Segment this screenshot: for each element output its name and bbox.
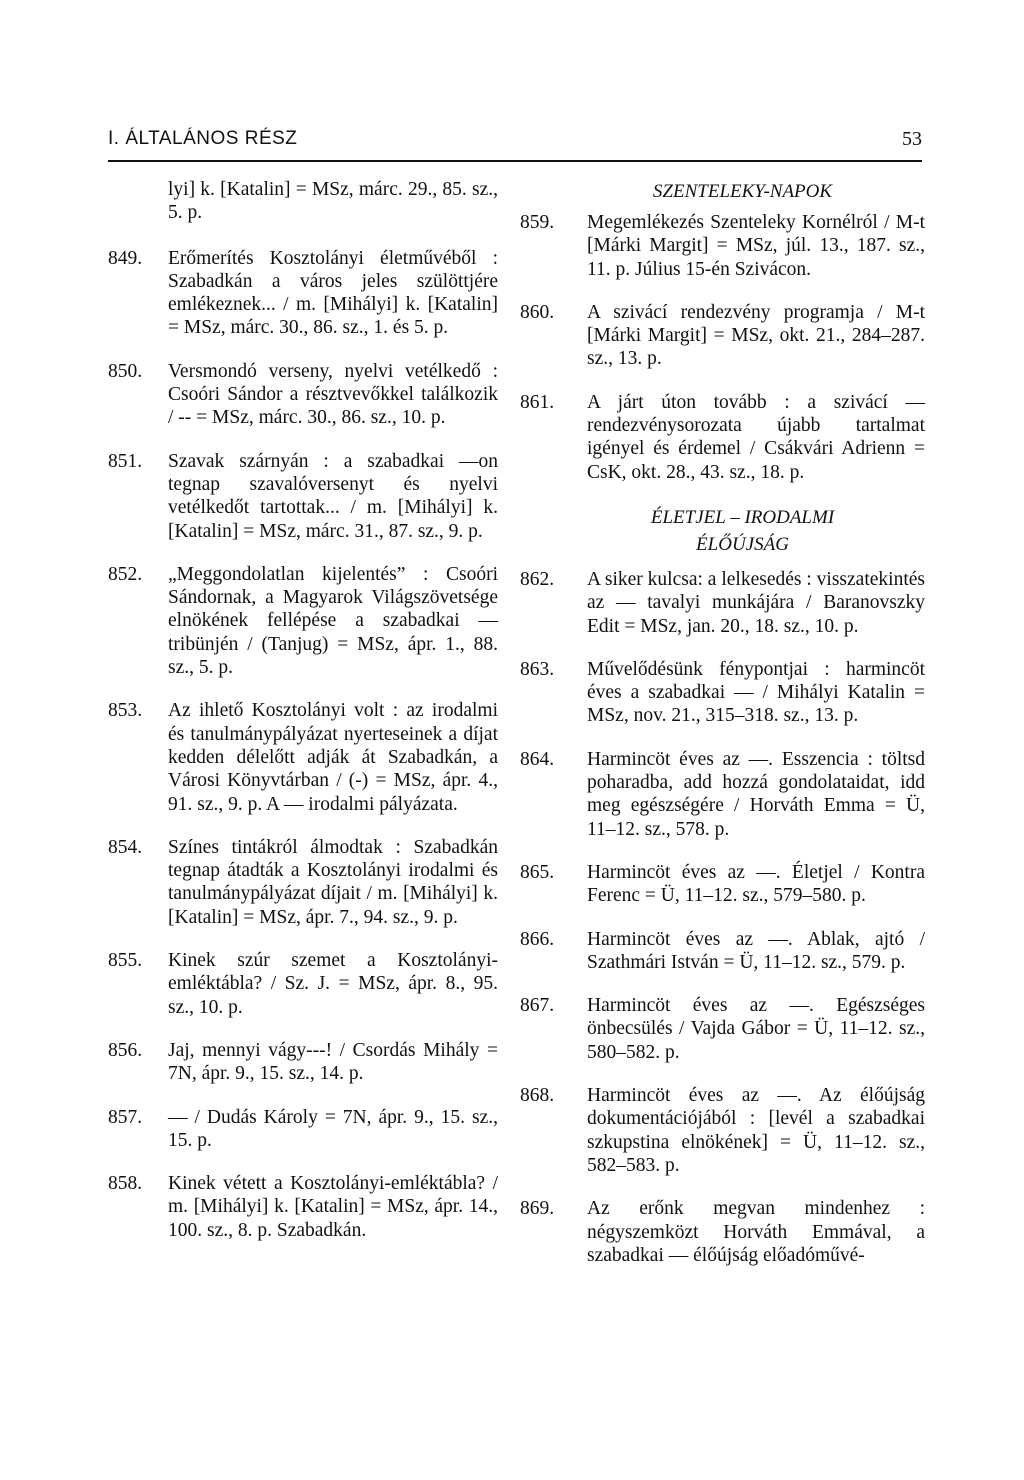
entry-text: Kinek szúr szemet a Kosztolányi-emléktábla? / Sz. J. = MSz, ápr. 8., 95. sz., 10. p. [168,950,498,1018]
entry-text: Harmincöt éves az —. Az élőújság dokumentációjából : [levél a szabadkai szkupstina elnökének] = Ü, 11–12. sz., 582–583. p. [587,1085,925,1176]
entry-text: Kinek vétett a Kosztolányi-emléktábla? / m. [Mihályi] k. [Katalin] = MSz, ápr. 14., 100. sz., 8. p. Szabadkán. [168,1173,498,1241]
entry-863 [520,658,925,728]
section-heading-line: ÉLŐÚJSÁG [696,533,789,555]
entry-865 [520,861,925,908]
entry-text: Az ihlető Kosztolányi volt : az irodalmi és tanulmánypályázat nyerteseinek a díjat kedden délelőtt adják át Szabadkán, a Városi Könyvtárban / (-) = MSz, ápr. 4., 91. sz., 9. p. A — irodalmi pályázata. [168,700,498,815]
entry-852 [108,563,498,679]
entry-866 [520,928,925,975]
entry-text: Harmincöt éves az —. Egészséges önbecsülés / Vajda Gábor = Ü, 11–12. sz., 580–582. p. [587,995,925,1063]
entry-number: 865. [520,861,555,883]
entry-number: 849. [108,247,143,269]
entry-number: 860. [520,301,555,323]
entry-number: 854. [108,836,143,858]
entry-number: 856. [108,1039,143,1061]
entry-text: Versmondó verseny, nyelvi vetélkedő : Csoóri Sándor a résztvevőkkel találkozik / -- = MSz, márc. 30., 86. sz., 10. p. [168,360,498,429]
entry-number: 852. [108,563,143,585]
continued-entry [108,178,498,225]
entry-text: Az erőnk megvan mindenhez : négyszemközt Horváth Emmával, a szabadkai — élőújság előadóművé- [587,1198,925,1266]
entry-856 [108,1039,498,1086]
entry-number: 867. [520,995,555,1017]
entry-text: Erőmerítés Kosztolányi életművéből : Szabadkán a város jeles szülöttjére emlékeznek... / m. [Mihályi] k. [Katalin] = MSz, márc. 30., 86. sz., 1. és 5. p. [168,247,498,339]
entry-849 [108,247,498,340]
page-header [108,128,922,162]
entry-text: Szavak szárnyán : a szabadkai —on tegnap szavalóversenyt és nyelvi vetélkedőt tartottak... / m. [Mihályi] k. [Katalin] = MSz, márc. 31., 87. sz., 9. p. [168,450,498,542]
entry-number: 851. [108,450,143,472]
entry-850 [108,360,498,430]
entry-868 [520,1084,925,1177]
section-heading-line: ÉLETJEL – IRODALMI [650,506,835,528]
entry-number: 869. [520,1198,555,1220]
entry-text: Jaj, mennyi vágy---! / Csordás Mihály = 7N, ápr. 9., 15. sz., 14. p. [168,1039,498,1085]
entry-number: 864. [520,748,555,770]
section-heading: SZENTELEKY-NAPOK [652,181,833,202]
entry-number: 855. [108,950,143,972]
entry-text: lyi] k. [Katalin] = MSz, márc. 29., 85. sz., 5. p. [168,179,498,224]
entry-number: 859. [520,212,555,233]
entry-number: 863. [520,658,555,680]
entry-867 [520,994,925,1064]
entry-text: Harmincöt éves az —. Életjel / Kontra Ferenc = Ü, 11–12. sz., 579–580. p. [587,861,925,907]
entry-number: 858. [108,1173,143,1195]
entry-851 [108,450,498,543]
entry-number: 868. [520,1085,555,1107]
entry-text: „Meggondolatlan kijelentés” : Csoóri Sándornak, a Magyarok Világszövetsége elnökének fellépése a szabadkai — tribünjén / (Tanjug) = MSz, ápr. 1., 88. sz., 5. p. [168,563,498,679]
entry-864 [520,748,925,841]
entry-number: 857. [108,1106,143,1128]
right-column [520,178,925,1287]
entry-862 [520,568,925,638]
entry-857 [108,1106,498,1153]
section-heading [520,504,925,558]
entry-text: — / Dudás Károly = 7N, ápr. 9., 15. sz., 15. p. [168,1106,498,1151]
left-column [108,178,498,1262]
entry-text: A siker kulcsa: a lelkesedés : visszatekintés az — tavalyi munkájára / Baranovszky Edit = MSz, jan. 20., 18. sz., 10. p. [587,568,925,637]
entry-text: A járt úton tovább : a szivácí — rendezvénysorozata újabb tartalmat igényel és érdemel / Csákvári Adrienn = CsK, okt. 28., 43. sz., 18. p. [587,391,925,483]
entry-858 [108,1172,498,1242]
entry-number: 862. [520,568,555,590]
entry-number: 866. [520,928,555,950]
entry-text: Harmincöt éves az —. Ablak, ajtó / Szathmári István = Ü, 11–12. sz., 579. p. [587,928,925,973]
entry-text: Színes tintákról álmodtak : Szabadkán tegnap átadták a Kosztolányi irodalmi és tanulmánypályázat díjait / m. [Mihályi] k. [Katalin] = MSz, ápr. 7., 94. sz., 9. p. [168,836,498,928]
entry-855 [108,949,498,1019]
entry-860 [520,301,925,371]
entry-number: 861. [520,391,555,413]
entry-number: 850. [108,360,143,382]
entry-853 [108,699,498,815]
entry-text: A szivácí rendezvény programja / M-t [Márki Margit] = MSz, okt. 21., 284–287. sz., 13. p. [587,301,925,370]
entry-861 [520,391,925,484]
entry-869 [520,1197,925,1267]
entry-854 [108,836,498,929]
entry-number: 853. [108,700,143,722]
entry-text: Művelődésünk fénypontjai : harmincöt éves a szabadkai — / Mihályi Katalin = MSz, nov. 21., 315–318. sz., 13. p. [587,658,925,727]
page-number: 53 [902,128,922,150]
entry-text: Harmincöt éves az —. Esszencia : töltsd poharadba, add hozzá gondolataidat, idd meg egészségére / Horváth Emma = Ü, 11–12. sz., 578. p. [587,748,925,840]
entry-text: Megemlékezés Szenteleky Kornélról / M-t [Márki Margit] = MSz, júl. 13., 187. sz., 11. p. Július 15-én Szivácon. [587,212,925,280]
entry-859 [520,211,925,281]
running-title: I. ÁLTALÁNOS RÉSZ [108,128,298,149]
